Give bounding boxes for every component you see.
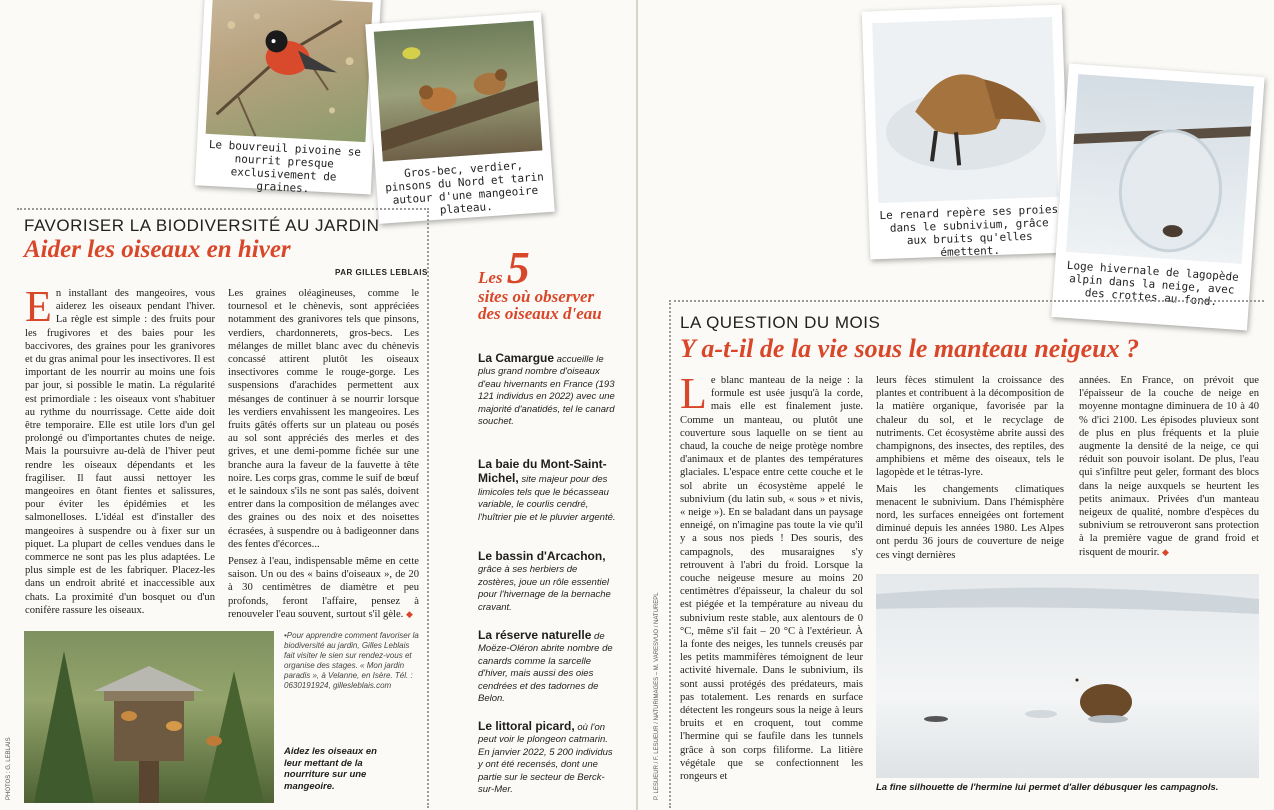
question-column-2: [876, 374, 1064, 562]
sidebar-entry-text: site majeur pour des limicoles tels que le bécasseau variable, le courlis cendré, l'huîtrier pie et le pluvier argenté.: [478, 474, 616, 523]
photo-credit-right: P. LESUEUR / F. LESUEUR / NATURIMAGES – M. VARESVUO / NATUREPL: [654, 592, 660, 800]
ptarmigan-caption: Loge hivernale de lagopède alpin dans la neige, avec des crottes au fond.: [1066, 258, 1240, 309]
sidebar-entry-text: grâce à ses herbiers de zostères, joue un rôle essentiel pour l'hivernage de la bernache cravant.: [478, 564, 611, 613]
article-text-3: Pensez à l'eau, indispensable même en cette saison. Un ou des « bains d'oiseaux », de 20 à 30 centimètres de diamètre et peu profonds, feront l'affaire, pensez à renouveler l'eau souvent, surtout s'il gèle.: [228, 556, 419, 620]
dropcap: E: [25, 282, 52, 331]
sidebar-entry-name: Le bassin d'Arcachon,: [478, 549, 606, 563]
question-text-3: Mais les changements climatiques menacent le subnivium. Dans l'hémisphère nord, les surfaces enneigées ont fortement diminué depuis les années 1980. Les Alpes ont perdu 36 jours de couverture de neige ces vingt dernières: [876, 483, 1064, 561]
question-column-3: [1079, 374, 1259, 559]
feeder-caption: Aidez les oiseaux en leur mettant de la nourriture sur une mangeoire.: [284, 746, 377, 792]
sidebar-entry: [478, 550, 618, 614]
sidebar-entry: [478, 720, 618, 796]
fox-polaroid: [862, 5, 1071, 260]
end-mark-icon: ◆: [1161, 546, 1169, 557]
question-headline: Y a-t-il de la vie sous le manteau neigeux ?: [680, 334, 1140, 363]
visit-note: •Pour apprendre comment favoriser la biodiversité au jardin, Gilles Leblais fait visiter le sien sur rendez-vous et organise des stages. « Mon jardin paradis », à Velanne, en Isère. Tél. : 0630191924, gillesleblais.com: [284, 631, 419, 690]
question-text-2: leurs fèces stimulent la croissance des plantes et contribuent à la décomposition de la matière organique, favorisée par la chaleur du sol, et le recyclage de nutriments. Cet écosystème abrite aussi des champignons, des insectes, des reptiles, des amphibiens et même des oiseaux, tels le lagopède et le tétras-lyre.: [876, 375, 1064, 479]
question-text-4: années. En France, on prévoit que l'épaisseur de la couche de neige en moyenne montagne diminuera de 10 à 40 % d'ici 2100. Les épisodes pluvieux sont de plus en plus fréquents et la pluie augmente la densité de la neige, ce qui réduit son pouvoir isolant. De plus, l'eau qui s'infiltre peut geler, formant des blocs dans la neige auxquels se heurtent les petits animaux. Privées d'un manteau neigeux de qualité, nombre d'espèces du subnivium se retrouveront sans protection à la première vague de grand froid et risquent de mourir.: [1079, 375, 1259, 558]
end-mark-icon: ◆: [406, 608, 413, 619]
sidebar-entry-name: La baie du Mont-Saint-Michel,: [478, 457, 607, 486]
article-text-2: Les graines oléagineuses, comme le tournesol et le chènevis, sont appréciées notamment des granivores tels que pinsons, verdiers, chardonnerets, gros-becs. Les mélanges de millet blanc avec du chènevis concassé attirent plutôt les oiseaux insectivores comme le rouge-gorge. Les suspensions d'arachides permettent aux mésanges de continuer à se nourrir lorsque les verdiers envahissent les mangeoires. Les fruits gâtés offerts sur un plateau ou posés au sol sont appréciés des merles et des grives, et une demi-pomme fichée sur une branche aura la faveur de la fauvette à tête noire. Les corps gras, comme le suif de bœuf et le saindoux s'ils ne sont pas salés, doivent entrer dans la composition de mélanges avec des graines ou des noix et des noisettes écrasées, à suspendre ou à badigeonner dans des fentes d'écorces...: [228, 288, 419, 550]
sidebar-entry: [478, 352, 618, 428]
ptarmigan-photo: [1066, 74, 1254, 264]
ptarmigan-polaroid: [1051, 63, 1264, 330]
ermine-photo: [876, 574, 1259, 778]
article-text-1: n installant des mangeoires, vous aiderez les oiseaux pendant l'hiver. La règle est simple : des fruits pour les frugivores et des baies pour les baccivores, des graines pour les granivores et du gras animal pour les insectivores. Il est important de les nourrir au moins une fois par jour, si possible le matin. La régularité est primordiale : les oiseaux vont s'habituer au rythme du nourrissage. Cette aide doit être temporaire. Elle est utile lors d'un gel prolongé ou d'importantes chutes de neige. Mais la poursuivre au-delà de l'hiver peut rendre les oiseaux dépendants et les fragiliser. Il faut aussi nettoyer les mangeoires en ôtant fientes et salissures, pour éviter les épidémies et les salmonelloses. L'idéal est d'installer des mangeoires à suspendre ou à fixer sur un piquet. La plupart de celles vendues dans le commerce ne sont pas les plus adaptées. Le plus simple est de les fabriquer. Placez-les dans un endroit abrité et inaccessible aux chats. La proximité d'un bosquet ou d'un conifère rassure les oiseaux.: [25, 288, 215, 616]
fox-photo: [872, 17, 1058, 203]
sidebar-title-rest: sites où observer des oiseaux d'eau: [478, 287, 602, 323]
sidebar-title: [478, 242, 618, 323]
bullfinch-photo: [206, 0, 373, 142]
grosbec-polaroid: [365, 12, 555, 224]
sidebar-entry: [478, 458, 618, 524]
feeder-photo: [24, 631, 274, 803]
sidebar-entry: [478, 629, 618, 705]
fox-caption: Le renard repère ses proies dans le subnivium, grâce aux bruits qu'elles émettent.: [879, 202, 1059, 259]
sidebar-entry-name: La réserve naturelle: [478, 628, 592, 642]
grosbec-caption: Gros-bec, verdier, pinsons du Nord et tarin autour d'une mangeoire plateau.: [384, 158, 545, 217]
sidebar-entry-text: accueille le plus grand nombre d'oiseaux d'eau hivernants en France (193 121 individus en 2022) avec une majorité d'anatidés, tel le canard souchet.: [478, 354, 615, 428]
sidebar-entry-name: Le littoral picard,: [478, 719, 575, 733]
bullfinch-caption: Le bouvreuil pivoine se nourrit presque exclusivement de graines.: [208, 137, 362, 196]
article-column-1: [25, 282, 215, 617]
question-kicker: LA QUESTION DU MOIS: [680, 313, 881, 332]
question-text-1: e blanc manteau de la neige : la formule est usée jusqu'à la corde, mais elle est finalement juste. Comme un manteau, ou plutôt une couverture sous laquelle on se tient au chaud, la couche de neige protège nombre d'animaux et de plantes des températures glaciales. L'espace entre cette couche et le sol abrite un écosystème appelé le subnivium (du latin sub, « sous » et nivis, « neige »). En se baladant dans un paysage enneigé, on n'imagine pas toute la vie qu'il y a sous nos pieds ! Des souris, des campagnols, des musaraignes s'y retrouvent à l'abri du froid. Lorsque la couche neigeuse mesure au moins 20 centimètres d'épaisseur, la chaleur du sol est piégée et la température au niveau du subnivium reste stable, aux alentours de 0 °C, même s'il fait – 20 °C à l'extérieur. À la fonte des neiges, les tunnels creusés par les petits mammifères témoignent de leur activité hivernale. Dans le subnivium, ils sont aussi protégés des prédateurs, mais pas totalement. Les renards en surface détectent les rongeurs sous la neige à leurs bruits et en croquent, tout comme l'hermine qui se faufile dans les tunnels grâce à son corps filiforme. La litière végétale que se confectionnent les rongeurs et: [680, 375, 863, 783]
article-headline: Aider les oiseaux en hiver: [24, 236, 291, 263]
ermine-caption: La fine silhouette de l'hermine lui permet d'aller débusquer les campagnols.: [876, 782, 1219, 793]
sidebar-entry-name: La Camargue: [478, 351, 555, 365]
dropcap: L: [680, 369, 707, 418]
question-column-1: [680, 369, 863, 783]
sidebar-title-number: 5: [506, 242, 530, 293]
sidebar-entry-text: où l'on peut voir le plongeon catmarin. En janvier 2022, 5 200 individus y ont été recensés, dont une partie sur le secteur de Berck-sur-Mer.: [478, 722, 613, 796]
photo-credit-left: PHOTOS : G. LEBLAIS: [6, 737, 12, 800]
sidebar-title-pre: Les: [478, 268, 503, 287]
grosbec-photo: [374, 21, 543, 162]
article-kicker: FAVORISER LA BIODIVERSITÉ AU JARDIN: [24, 216, 380, 235]
bullfinch-polaroid: [195, 0, 381, 194]
sidebar-entry-text: de Moëze-Oléron abrite nombre de canards comme la sarcelle d'hiver, mais aussi des oies cendrées et des tadornes de Belon.: [478, 631, 613, 705]
article-column-2: [228, 287, 419, 621]
article-byline: PAR GILLES LEBLAIS: [335, 268, 428, 277]
